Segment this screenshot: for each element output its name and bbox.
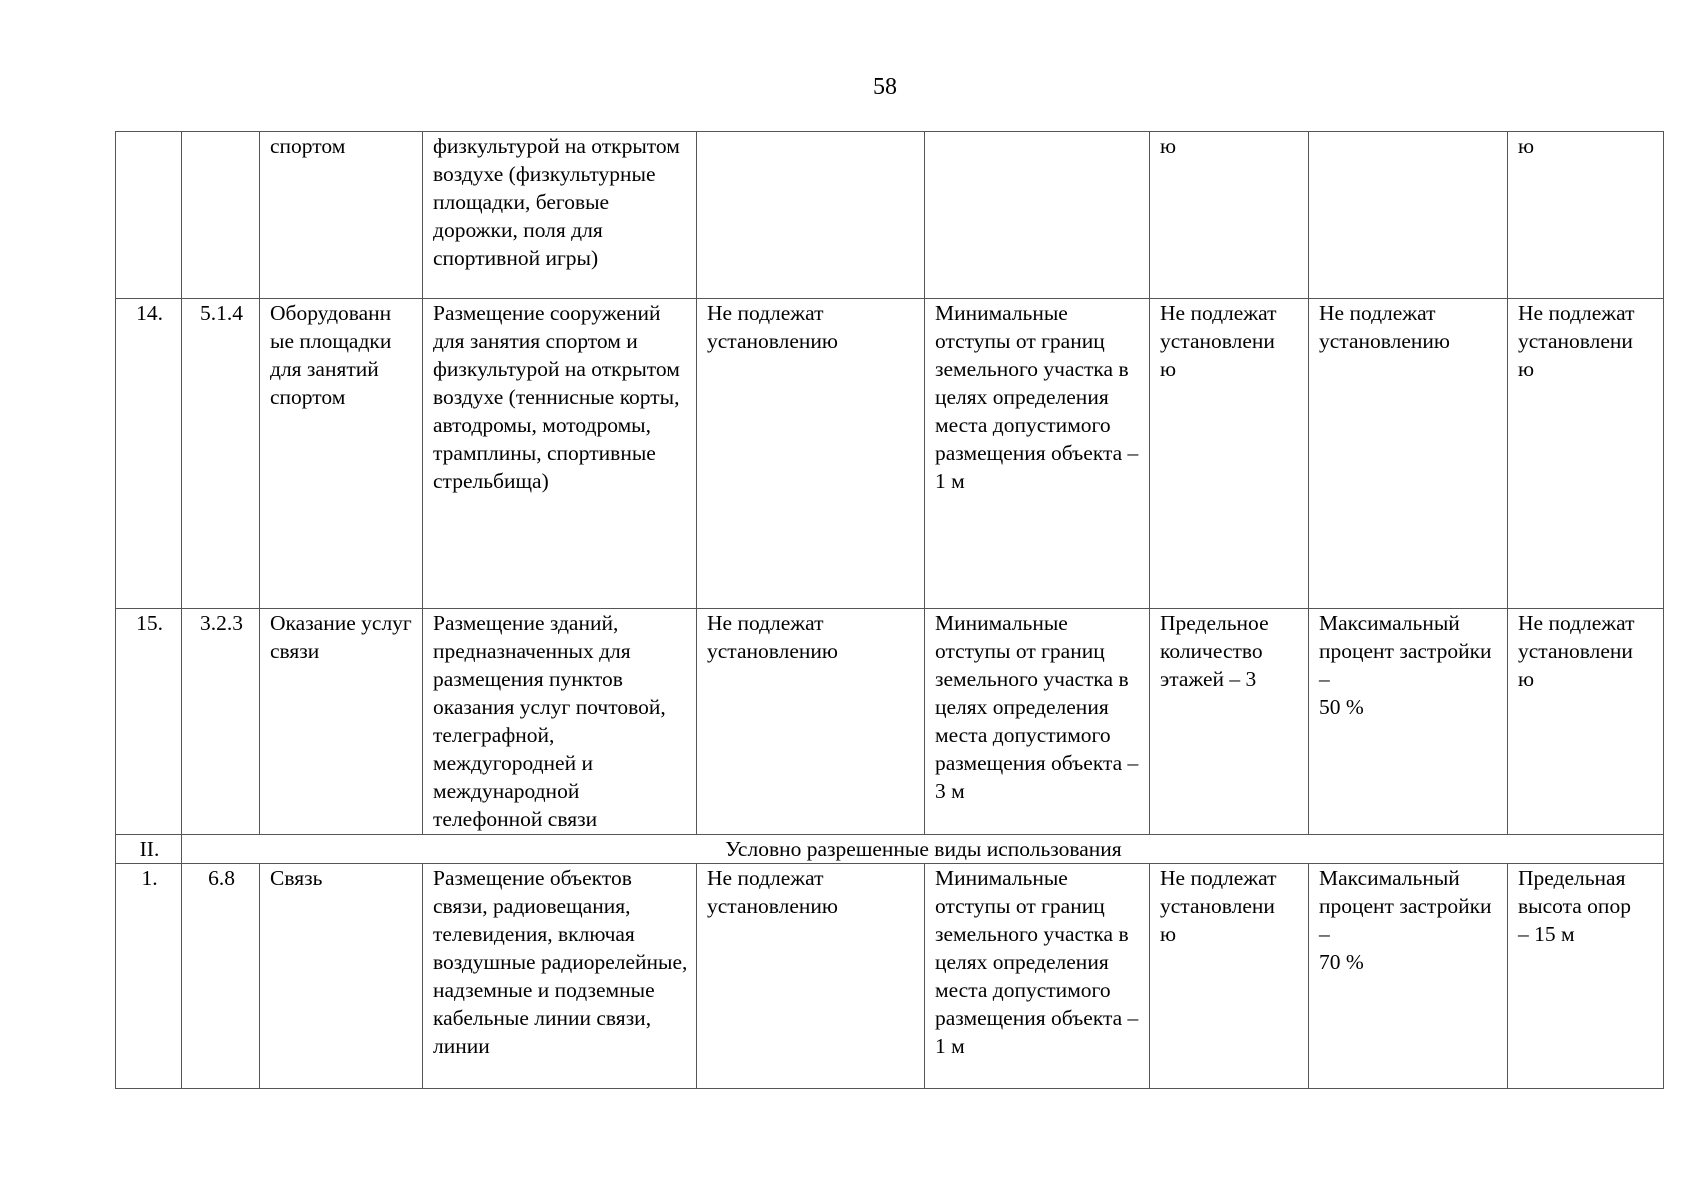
row-number-cell: 15. (116, 609, 182, 835)
floors-cell: Предельное количество этажей – 3 (1150, 609, 1309, 835)
height-cell: Предельная высота опор – 15 м (1508, 864, 1664, 1089)
section-header-row (116, 835, 1664, 864)
page-number: 58 (873, 74, 897, 100)
table-row (116, 299, 1664, 609)
code-cell (182, 132, 260, 299)
height-cell: ю (1508, 132, 1664, 299)
description-cell: физкультурой на открытом воздухе (физкультурные площадки, беговые дорожки, поля для спортивной игры) (423, 132, 697, 299)
row-number-cell: 1. (116, 864, 182, 1089)
coverage-cell: Максимальный процент застройки – 70 % (1309, 864, 1508, 1089)
coverage-cell (1309, 132, 1508, 299)
height-cell: Не подлежат установлени ю (1508, 609, 1664, 835)
code-cell: 6.8 (182, 864, 260, 1089)
setback-cell: Минимальные отступы от границ земельного участка в целях определения места допустимого размещения объекта – 1 м (925, 299, 1150, 609)
floors-cell: Не подлежат установлени ю (1150, 864, 1309, 1089)
description-cell: Размещение сооружений для занятия спортом и физкультурой на открытом воздухе (теннисные корты, автодромы, мотодромы, трамплины, спортивные стрельбища) (423, 299, 697, 609)
coverage-cell: Не подлежат установлению (1309, 299, 1508, 609)
coverage-cell: Максимальный процент застройки – 50 % (1309, 609, 1508, 835)
section-number: II. (116, 835, 182, 864)
table-row (116, 864, 1664, 1089)
use-type-cell: спортом (260, 132, 423, 299)
table-row (116, 132, 1664, 299)
floors-cell: Не подлежат установлени ю (1150, 299, 1309, 609)
table-row (116, 609, 1664, 835)
param-cell: Не подлежат установлению (697, 609, 925, 835)
setback-cell: Минимальные отступы от границ земельного участка в целях определения места допустимого размещения объекта – 1 м (925, 864, 1150, 1089)
row-number-cell (116, 132, 182, 299)
param-cell: Не подлежат установлению (697, 299, 925, 609)
use-type-cell: Связь (260, 864, 423, 1089)
param-cell: Не подлежат установлению (697, 864, 925, 1089)
setback-cell (925, 132, 1150, 299)
setback-cell: Минимальные отступы от границ земельного участка в целях определения места допустимого размещения объекта – 3 м (925, 609, 1150, 835)
description-cell: Размещение зданий, предназначенных для размещения пунктов оказания услуг почтовой, телеграфной, междугородней и международной телефонной связи (423, 609, 697, 835)
section-title: Условно разрешенные виды использования (182, 835, 1664, 864)
param-cell (697, 132, 925, 299)
code-cell: 5.1.4 (182, 299, 260, 609)
floors-cell: ю (1150, 132, 1309, 299)
code-cell: 3.2.3 (182, 609, 260, 835)
row-number-cell: 14. (116, 299, 182, 609)
regulations-table (115, 131, 1664, 1089)
use-type-cell: Оказание услуг связи (260, 609, 423, 835)
height-cell: Не подлежат установлени ю (1508, 299, 1664, 609)
use-type-cell: Оборудованн ые площадки для занятий спортом (260, 299, 423, 609)
description-cell: Размещение объектов связи, радиовещания, телевидения, включая воздушные радиорелейные, надземные и подземные кабельные линии связи, линии (423, 864, 697, 1089)
